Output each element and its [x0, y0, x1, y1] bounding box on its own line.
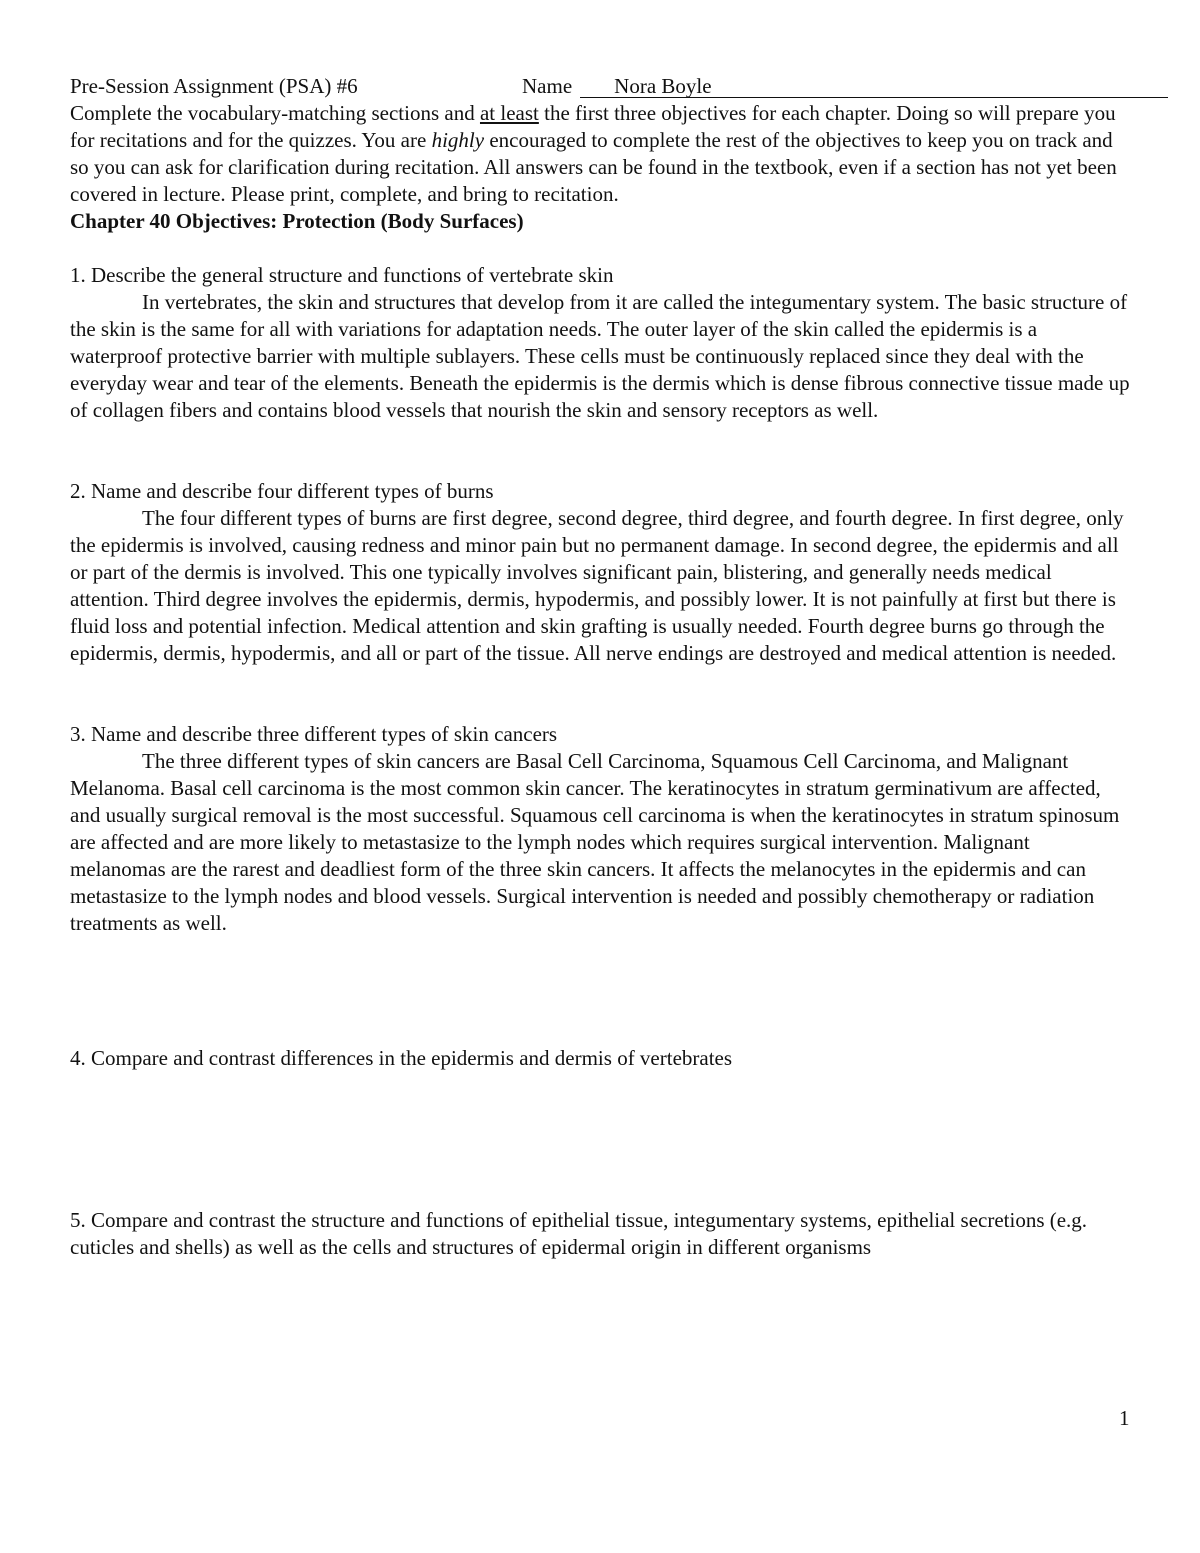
- objective-prompt: 2. Name and describe four different types of burns: [70, 479, 494, 503]
- objective-prompt: 5. Compare and contrast the structure and functions of epithelial tissue, integumentary systems, epithelial secretions (e.g. cuticles and shells) as well as the cells and structures of epidermal origin in different organisms: [70, 1208, 1088, 1259]
- objective-prompt: 1. Describe the general structure and functions of vertebrate skin: [70, 263, 614, 287]
- document-page: [70, 73, 1130, 1261]
- instructions-paragraph: [70, 100, 1130, 208]
- intro-text-3: encouraged to complete the rest of the objectives to keep you on track and so you can ask for clarification during recitation. All answers can be found in the textbook, even if a section has not yet been covered in lecture. Please print, complete, and bring to recitation.: [70, 128, 1117, 206]
- objective-answer: The three different types of skin cancers are Basal Cell Carcinoma, Squamous Cell Carcinoma, and Malignant Melanoma. Basal cell carcinoma is the most common skin cancer. The keratinocytes in stratum germinativum are affected, and usually surgical removal is the most successful. Squamous cell carcinoma is when the keratinocytes in stratum spinosum are affected and are more likely to metastasize to the lymph nodes which requires surgical intervention. Malignant melanomas are the rarest and deadliest form of the three skin cancers. It affects the melanocytes in the epidermis and can metastasize to the lymph nodes and blood vessels. Surgical intervention is needed and possibly chemotherapy or radiation treatments as well.: [70, 749, 1120, 935]
- header: [70, 73, 1130, 100]
- name-label: Name: [522, 74, 573, 98]
- assignment-title: Pre-Session Assignment (PSA) #6: [70, 74, 358, 98]
- objective-answer: In vertebrates, the skin and structures that develop from it are called the integumentary system. The basic structure of the skin is the same for all with variations for adaptation needs. The outer layer of the skin called the epidermis is a waterproof protective barrier with multiple sublayers. These cells must be continuously replaced since they deal with the everyday wear and tear of the elements. Beneath the epidermis is the dermis which is dense fibrous connective tissue made up of collagen fibers and contains blood vessels that nourish the skin and sensory receptors as well.: [70, 290, 1130, 422]
- name-value: Nora Boyle: [580, 75, 1168, 98]
- intro-text-1: Complete the vocabulary-matching sections and: [70, 101, 480, 125]
- page-number: 1: [1119, 1406, 1130, 1430]
- objective-4: [70, 1045, 1130, 1072]
- objective-5: [70, 1207, 1130, 1261]
- objective-1: [70, 262, 1130, 424]
- objective-answer: The four different types of burns are first degree, second degree, third degree, and fourth degree. In first degree, only the epidermis is involved, causing redness and minor pain but no permanent damage. In second degree, the epidermis and all or part of the dermis is involved. This one typically involves significant pain, blistering, and generally needs medical attention. Third degree involves the epidermis, dermis, hypodermis, and possibly lower. It is not painfully at first but there is fluid loss and potential infection. Medical attention and skin grafting is usually needed. Fourth degree burns go through the epidermis, dermis, hypodermis, and all or part of the tissue. All nerve endings are destroyed and medical attention is needed.: [70, 506, 1124, 665]
- intro-italic: highly: [431, 128, 485, 152]
- objective-prompt: 4. Compare and contrast differences in the epidermis and dermis of vertebrates: [70, 1046, 733, 1070]
- objective-prompt: 3. Name and describe three different types of skin cancers: [70, 722, 558, 746]
- objective-3: [70, 721, 1130, 937]
- objective-2: [70, 478, 1130, 667]
- chapter-heading: Chapter 40 Objectives: Protection (Body Surfaces): [70, 209, 524, 233]
- intro-text-2: the first three objectives for each chapter. Doing so will prepare you for recitations and for the quizzes. You are: [70, 101, 1116, 152]
- intro-underline: at least: [479, 101, 539, 125]
- name-field: [522, 73, 1168, 100]
